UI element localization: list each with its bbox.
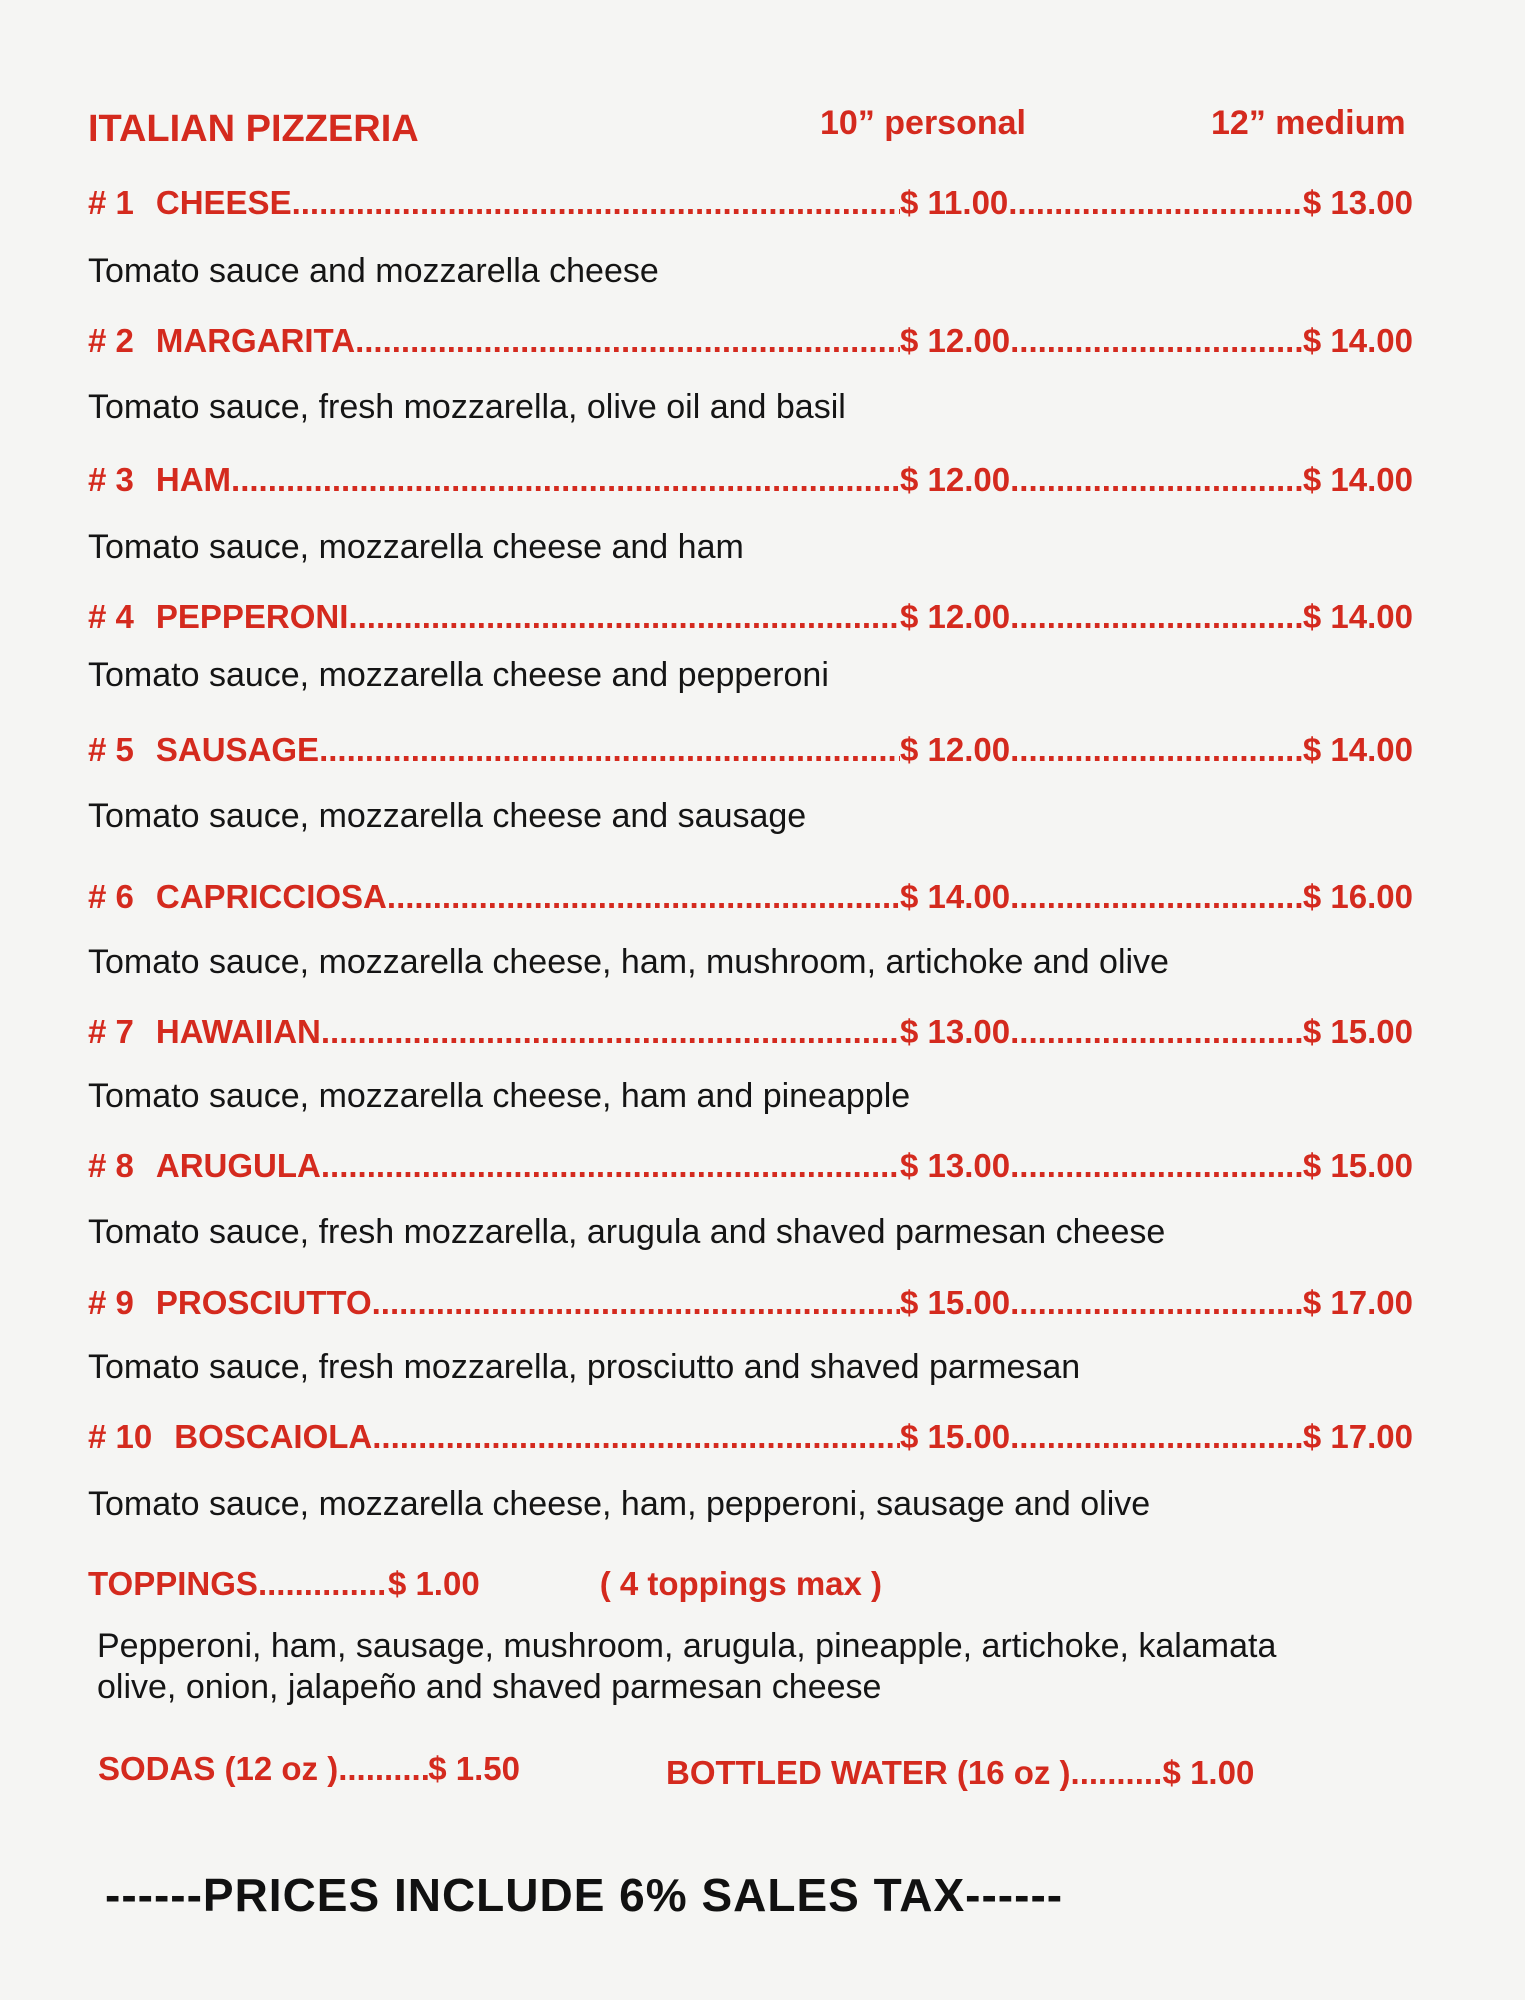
leader-dots [1010, 1418, 1303, 1456]
item-number: # 9 [88, 1284, 134, 1321]
price-medium: $ 17.00 [1302, 1418, 1413, 1455]
menu-item-1 [88, 184, 1413, 222]
leader-dots [321, 1013, 900, 1051]
menu-item-7 [88, 1013, 1413, 1051]
leader-dots [258, 1565, 388, 1603]
price-personal: $ 14.00 [900, 878, 1011, 915]
leader-dots [321, 1147, 900, 1185]
leader-dots [372, 1418, 900, 1456]
item-name: CAPRICCIOSA [155, 878, 387, 915]
item-number: # 2 [88, 322, 134, 359]
leader-dots [355, 322, 900, 360]
sales-tax-note: ------PRICES INCLUDE 6% SALES TAX------ [105, 1869, 1064, 1921]
toppings-price: $ 1.00 [387, 1565, 480, 1602]
price-personal: $ 15.00 [900, 1284, 1011, 1321]
leader-dots [292, 184, 900, 222]
item-number: # 3 [88, 461, 134, 498]
item-description: Tomato sauce and mozzarella cheese [88, 252, 659, 290]
price-medium: $ 14.00 [1302, 598, 1413, 635]
item-name-segment [88, 731, 900, 769]
item-name-segment [88, 184, 900, 222]
leader-dots [1010, 731, 1303, 769]
menu-item-5 [88, 731, 1413, 769]
item-number: # 8 [88, 1147, 134, 1184]
item-number: # 7 [88, 1013, 134, 1050]
menu-item-8 [88, 1147, 1413, 1185]
leader-dots [1071, 1754, 1163, 1792]
leader-dots [1008, 184, 1303, 222]
item-name-segment [88, 1284, 900, 1322]
leader-dots [1010, 1284, 1303, 1322]
menu-item-6 [88, 878, 1413, 916]
item-name-segment [88, 322, 900, 360]
item-description: Tomato sauce, mozzarella cheese and ham [88, 528, 744, 566]
item-name-segment [88, 461, 900, 499]
menu-title: ITALIAN PIZZERIA [88, 108, 419, 150]
item-name-segment [88, 878, 900, 916]
leader-dots [1010, 1013, 1303, 1051]
item-name-segment [88, 1147, 900, 1185]
leader-dots [1010, 1147, 1303, 1185]
price-personal: $ 13.00 [900, 1013, 1011, 1050]
water-row [666, 1754, 1254, 1792]
price-personal: $ 12.00 [900, 322, 1011, 359]
item-name-segment [88, 1013, 900, 1051]
leader-dots [1010, 878, 1303, 916]
water-label: BOTTLED WATER (16 oz ) [666, 1754, 1071, 1791]
item-name-segment [88, 598, 900, 636]
leader-dots [372, 1284, 900, 1322]
item-description: Tomato sauce, mozzarella cheese, ham and pineapple [88, 1077, 911, 1115]
item-number: # 5 [88, 731, 134, 768]
item-name: HAWAIIAN [155, 1013, 321, 1050]
menu-item-9 [88, 1284, 1413, 1322]
item-name: CHEESE [155, 184, 292, 221]
item-number: # 10 [88, 1418, 153, 1455]
item-number: # 1 [88, 184, 134, 221]
leader-dots [1010, 322, 1303, 360]
toppings-list-line2: olive, onion, jalapeño and shaved parmesan cheese [97, 1668, 882, 1706]
item-description: Tomato sauce, mozzarella cheese and pepperoni [88, 656, 829, 694]
leader-dots [348, 598, 900, 636]
menu-item-4 [88, 598, 1413, 636]
leader-dots [319, 731, 900, 769]
item-number: # 6 [88, 878, 134, 915]
menu-item-10 [88, 1418, 1413, 1456]
item-description: Tomato sauce, mozzarella cheese and sausage [88, 797, 807, 835]
leader-dots [1010, 461, 1303, 499]
item-description: Tomato sauce, fresh mozzarella, prosciutto and shaved parmesan [88, 1348, 1081, 1386]
price-personal: $ 15.00 [900, 1418, 1011, 1455]
toppings-note: ( 4 toppings max ) [599, 1565, 883, 1602]
toppings-list-line1: Pepperoni, ham, sausage, mushroom, arugula, pineapple, artichoke, kalamata [97, 1627, 1277, 1665]
item-name-segment [88, 1418, 900, 1456]
item-description: Tomato sauce, fresh mozzarella, olive oil and basil [88, 388, 846, 426]
price-medium: $ 14.00 [1302, 731, 1413, 768]
item-name: MARGARITA [155, 322, 356, 359]
column-header-personal: 10” personal [820, 104, 1026, 142]
menu-item-3 [88, 461, 1413, 499]
item-name: BOSCAIOLA [174, 1418, 373, 1455]
sodas-label: SODAS (12 oz ) [98, 1750, 339, 1787]
item-description: Tomato sauce, mozzarella cheese, ham, mushroom, artichoke and olive [88, 943, 1169, 981]
price-personal: $ 12.00 [900, 461, 1011, 498]
price-personal: $ 12.00 [900, 731, 1011, 768]
leader-dots [338, 1750, 428, 1788]
price-medium: $ 17.00 [1302, 1284, 1413, 1321]
price-medium: $ 13.00 [1302, 184, 1413, 221]
column-header-medium: 12” medium [1211, 104, 1406, 142]
item-name: ARUGULA [155, 1147, 321, 1184]
price-medium: $ 15.00 [1302, 1147, 1413, 1184]
item-name: PROSCIUTTO [155, 1284, 372, 1321]
leader-dots [387, 878, 900, 916]
item-name: HAM [155, 461, 232, 498]
menu-item-2 [88, 322, 1413, 360]
toppings-row [88, 1565, 882, 1603]
price-medium: $ 15.00 [1302, 1013, 1413, 1050]
toppings-label: TOPPINGS [88, 1565, 258, 1602]
sodas-price: $ 1.50 [428, 1750, 520, 1787]
leader-dots [231, 461, 900, 499]
water-price: $ 1.00 [1162, 1754, 1255, 1791]
item-name: SAUSAGE [155, 731, 320, 768]
leader-dots [1010, 598, 1303, 636]
item-description: Tomato sauce, mozzarella cheese, ham, pepperoni, sausage and olive [88, 1485, 1151, 1523]
price-personal: $ 11.00 [900, 184, 1009, 221]
item-description: Tomato sauce, fresh mozzarella, arugula and shaved parmesan cheese [88, 1213, 1166, 1251]
sodas-row [98, 1750, 520, 1788]
price-medium: $ 14.00 [1302, 322, 1413, 359]
price-personal: $ 12.00 [900, 598, 1011, 635]
price-medium: $ 16.00 [1302, 878, 1413, 915]
item-number: # 4 [88, 598, 134, 635]
price-personal: $ 13.00 [900, 1147, 1011, 1184]
item-name: PEPPERONI [155, 598, 349, 635]
price-medium: $ 14.00 [1302, 461, 1413, 498]
